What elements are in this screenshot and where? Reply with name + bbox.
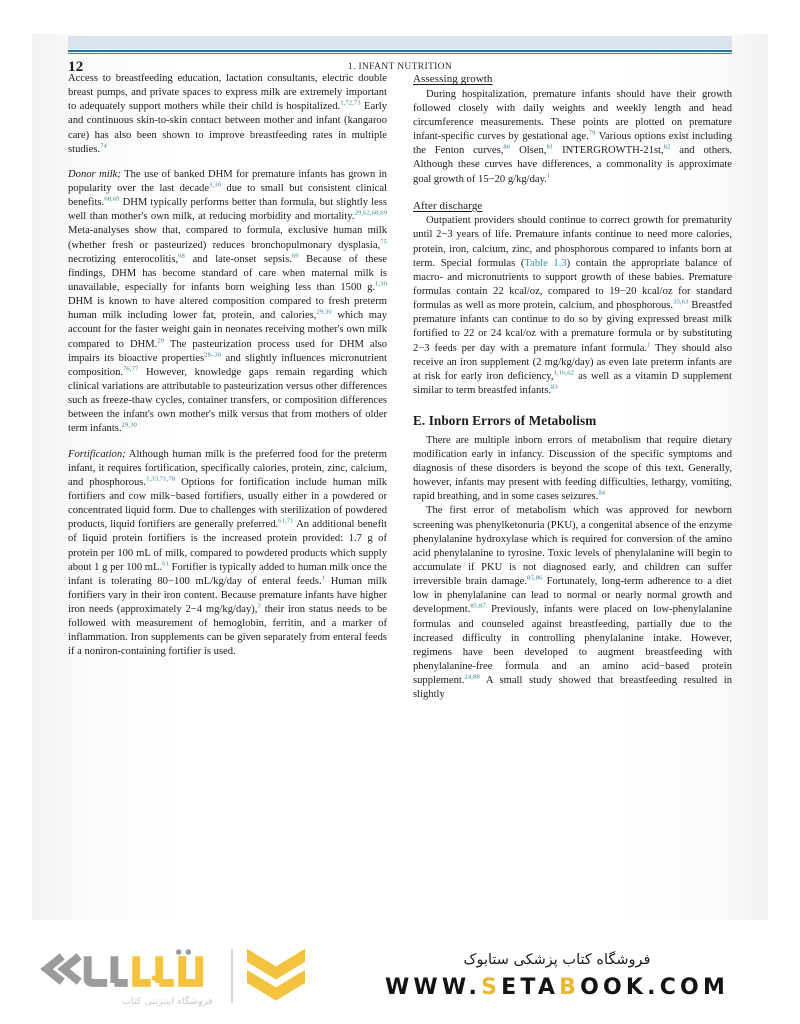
reference-superscript[interactable]: 85,86 <box>527 574 543 582</box>
reference-superscript[interactable]: 68,69 <box>104 195 120 203</box>
header-rule-light <box>68 36 732 49</box>
brand-text-block <box>330 952 800 1000</box>
reference-superscript[interactable]: 1 <box>321 574 326 582</box>
body-paragraph: Fortification; Although human milk is the preferred food for the preterm infant, it requires fortification, specifically calories, protein, zinc, calcium, and phosphorous.$^{1,33,71,78}$ Options for fortification include human milk fortifiers and cow milk−based fortifiers, usually either in a powdered or concentrated liquid form. Due to challenges with sterilization of powdered products, liquid fortifiers are generally preferred.$^{61,71}$ An additional benefit of liquid protein fortifiers is the increased protein provided: 1.7 g of protein per 100 mL of milk, compared to powdered products which supply about 1 g per 100 mL.$^{61}$ Fortifier is typically added to human milk once the infant is tolerating 80−100 mL/kg/day of enteral feeds.$^1$ Human milk fortifiers vary in their iron content. Because premature infants have higher iron needs (approximately 2−4 mg/kg/day),$^3$ their iron status needs to be followed with measurement of hemoglobin, ferritin, and a marker of inflammation. Iron supplements can be given separately from enteral feeds if a noniron-containing fortifier is used. <box>68 448 387 658</box>
reference-superscript[interactable]: 85,87 <box>470 602 486 610</box>
body-paragraph: Access to breastfeeding education, lactation consultants, electric double breast pumps, and private spaces to express milk are extremely important to adequately support mothers while their child is hospitalized.$^{1,72,73}$ Early and continuous skin-to-skin contact between mother and infant (kangaroo care) has also been shown to improve breastfeeding rates in multiple studies.$^{74}$ <box>68 73 388 155</box>
reference-superscript[interactable]: 1 <box>647 341 651 349</box>
section-subheading: Assessing growth <box>413 73 493 85</box>
run-in-heading: Donor milk; <box>68 168 121 180</box>
reference-superscript[interactable]: 29,62,68,69 <box>354 209 387 217</box>
brand-persian-line: فروشگاه کتاب پزشکی ستابوک <box>463 952 651 968</box>
reference-superscript[interactable]: 84 <box>598 489 606 497</box>
body-paragraph: During hospitalization, premature infants should have their growth followed closely with daily weights and weekly length and head circumference measurements. These points are plotted on premature infant-specific curves by gestational age.$^{79}$ Various options exist including the Fenton curves,$^{80}$ Olsen,$^{81}$ INTERGROWTH-21st,$^{82}$ and others. Although these curves have differences, a commonality is approximate goal growth of 15−20 g/kg/day.$^1$ <box>413 88 732 185</box>
reference-superscript[interactable]: 61,71 <box>278 517 294 525</box>
body-paragraph: There are multiple inborn errors of metabolism that require dietary modification early in infancy. Discussion of the specific symptoms and diagnosis of these disorders is beyond the scope of this text. Generally, however, infants may present with feeding difficulties, lethargy, vomiting, rapid breathing, and in some cases seizures.$^{84}$ <box>413 434 732 503</box>
reference-superscript[interactable]: 29,30 <box>121 421 137 429</box>
header-rule-thin <box>68 53 732 54</box>
reference-superscript[interactable]: 1,72,73 <box>340 99 361 107</box>
section-subheading: After discharge <box>413 199 483 212</box>
chevron-stack-icon <box>245 947 307 1005</box>
reference-superscript[interactable]: 61 <box>162 560 169 568</box>
brand-logo <box>0 945 330 1007</box>
reference-superscript[interactable]: 82 <box>663 143 671 151</box>
reference-superscript[interactable]: 1,30 <box>375 280 387 288</box>
brand-url-segment: OOK.COM <box>580 975 730 1000</box>
brand-url-segment: ETA <box>501 975 560 1000</box>
reference-superscript[interactable]: 69 <box>291 252 299 260</box>
reference-superscript[interactable]: 81 <box>546 143 554 151</box>
reference-superscript[interactable]: 29,30 <box>316 308 332 316</box>
brand-wordmark-block <box>34 945 219 1007</box>
setabook-logo-icon <box>34 949 219 989</box>
reference-superscript[interactable]: 24,88 <box>464 673 480 681</box>
body-paragraph: Donor milk; The use of banked DHM for premature infants has grown in popularity over the last decade$^{3,30}$ due to small but consistent clinical benefits.$^{68,69}$ DHM typically performs better than formula, but slightly less well than mother's own milk, at reducing morbidity and mortality.$^{29,62,68,69}$ Meta-analyses show that, compared to formula, exclusive human milk (whether fresh or pasteurized) reduces bronchopulmonary dysplasia,$^{75}$ necrotizing enterocolitis,$^{68}$ and late-onset sepsis.$^{69}$ Because of these findings, DHM has become standard of care when maternal milk is unavailable, especially for infants born weighing less than 1500 g.$^{1,30}$ DHM is known to have altered composition compared to fresh preterm human milk including lower fat, protein, and calories,$^{29,30}$ which may account for the faster weight gain in neonates receiving mother's own milk compared to DHM.$^{29}$ The pasteurization process used for DHM also impairs its bioactive properties$^{28-30}$ and slightly influences micronutrient composition.$^{76,77}$ However, knowledge gaps remain regarding which clinical variations are attributable to pasteurization versus other differences such as freeze-thaw cycles, container transfers, or composition differences between the infant's own mother's milk versus that from mothers of older term infants.$^{29,30}$ <box>68 168 387 435</box>
body-paragraph: The first error of metabolism which was approved for newborn screening was phenylketonuria (PKU), a congenital absence of the enzyme phenylalanine hydroxylase which is required for conversion of the amino acid phenylalanine to tyrosine. Toxic levels of phenylalanine will begin to accumulate if PKU is not diagnosed early, and children can suffer irreversible brain damage.$^{85,86}$ Fortunately, long-term adherence to a diet low in phenylalanine can lead to normal or nearly normal growth and development.$^{85,87}$ Previously, infants were placed on low-phenylalanine formulas and counseled against breastfeeding, partially due to the increased difficulty in controlling phenylalanine intake. However, regimens have been developed to augment breastfeeding with phenylalanine-free formula and an amino acid−based protein supplement.$^{24,88}$ A small study showed that breastfeeding resulted in slightly <box>413 505 732 701</box>
reference-superscript[interactable]: 76,77 <box>123 365 139 373</box>
column-right <box>413 72 732 920</box>
reference-superscript[interactable]: 3 <box>257 602 261 610</box>
reference-superscript[interactable]: 1,16,62 <box>553 369 575 377</box>
footer-watermark <box>0 928 800 1024</box>
running-head-title: 1. INFANT NUTRITION <box>347 62 453 72</box>
section-heading: E. Inborn Errors of Metabolism <box>413 413 597 429</box>
brand-tagline: فروشگاه اینترنتی کتاب <box>122 996 213 1007</box>
column-left <box>68 72 387 920</box>
reference-superscript[interactable]: 28–30 <box>204 351 222 359</box>
reference-superscript[interactable]: 1,33,71,78 <box>146 475 176 483</box>
reference-superscript[interactable]: 83 <box>550 383 558 391</box>
reference-superscript[interactable]: 79 <box>588 129 596 137</box>
brand-url-segment: S <box>481 975 502 1000</box>
reference-superscript[interactable]: 74 <box>100 142 107 150</box>
reference-superscript[interactable]: 75 <box>380 238 387 246</box>
page-number: 12 <box>68 59 84 75</box>
brand-url-segment: B <box>559 975 581 1000</box>
table-cross-reference[interactable]: Table 1.3 <box>524 257 567 269</box>
reference-superscript[interactable]: 33,63 <box>673 298 689 306</box>
header-rule-dark <box>68 50 732 52</box>
reference-superscript[interactable]: 80 <box>503 143 511 151</box>
reference-superscript[interactable]: 29 <box>157 337 165 344</box>
brand-divider <box>231 949 233 1003</box>
reference-superscript[interactable]: 68 <box>178 252 185 260</box>
reference-superscript[interactable]: 3,30 <box>209 181 221 189</box>
brand-url[interactable] <box>330 975 784 1000</box>
run-in-heading: Fortification; <box>68 448 126 460</box>
body-columns <box>68 72 732 920</box>
brand-url-segment: WWW. <box>384 975 482 1000</box>
body-paragraph: Outpatient providers should continue to correct growth for prematurity until 2−3 years of life. Premature infants continue to need more calories, protein, iron, calcium, zinc, and phosphorous compared to infants born at term. Special formulas (Table 1.3) contain the appropriate balance of macro- and micronutrients to support growth of these babies. Premature formulas contain 22 kcal/oz, compared to 19−20 kcal/oz for standard formulas as well as more protein, calcium, and phosphorous.$^{33,63}$ Breastfed premature infants can continue to do so by giving expressed breast milk fortified to 22 or 24 kcal/oz with a premature formula or by substituting 2−3 feeds per day with a premature infant formula.$^1$ They should also receive an iron supplement (2 mg/kg/day) as even late preterm infants are at risk for early iron deficiency,$^{1,16,62}$ as well as a vitamin D supplement similar to term breastfed infants.$^{83}$ <box>413 215 732 397</box>
reference-superscript[interactable]: 1 <box>546 171 551 179</box>
